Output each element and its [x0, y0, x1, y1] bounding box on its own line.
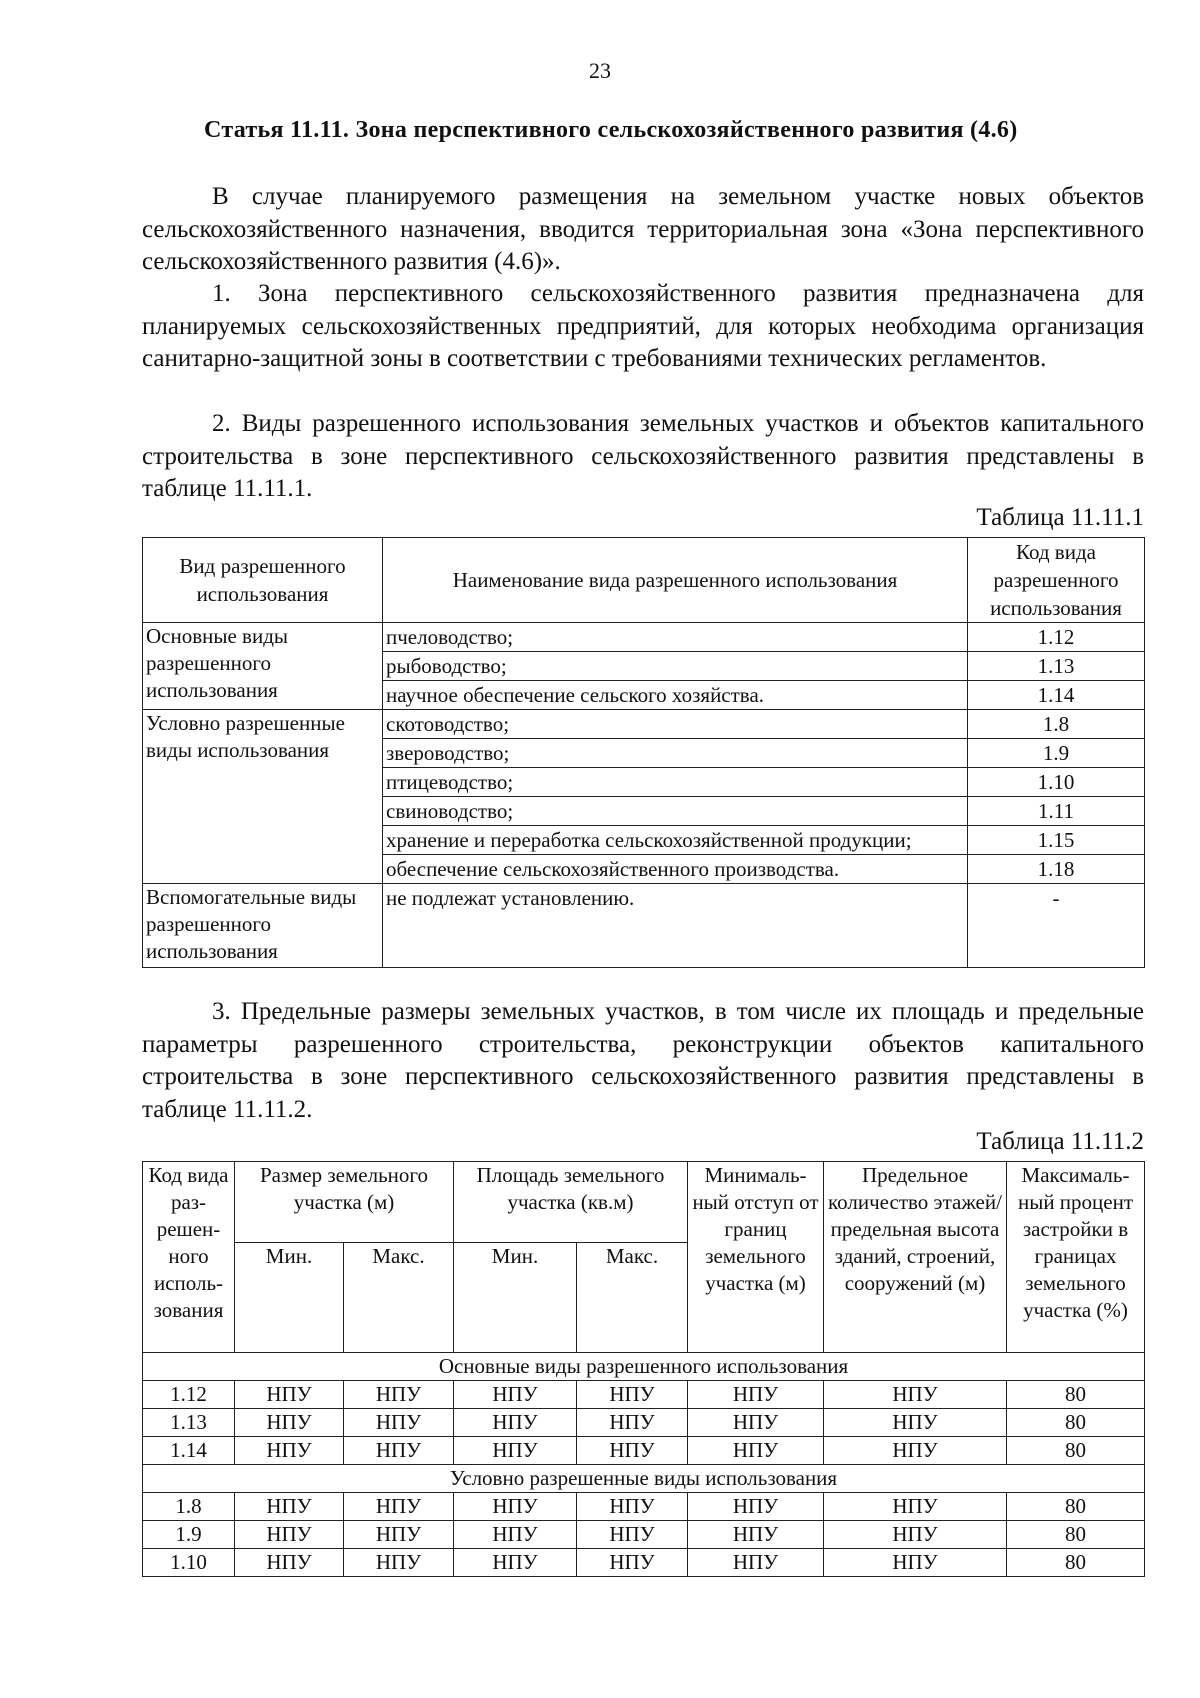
table-row	[143, 1409, 1145, 1437]
table2-cell: НПУ	[688, 1381, 824, 1409]
table2-section-title: Условно разрешенные виды использования	[143, 1465, 1145, 1493]
table2-cell: НПУ	[688, 1409, 824, 1437]
table1-use-name: рыбоводство;	[383, 652, 968, 681]
table1-use-name: не подлежат установлению.	[383, 884, 968, 968]
table2-cell-code: 1.8	[143, 1493, 235, 1521]
table1-group-label: Основные виды разрешенного использования	[143, 623, 383, 710]
parameters-table	[142, 1161, 1145, 1577]
table2-cell: НПУ	[577, 1521, 688, 1549]
table2-cell: НПУ	[824, 1493, 1007, 1521]
paragraph-1: 1. Зона перспективного сельскохозяйственного развития предназначена для планируемых сельскохозяйственных предприятий, для которых необходима организация санитарно-защитной зоны в соответствии с требованиями технических регламентов.	[142, 280, 1144, 372]
table-row	[143, 1549, 1145, 1577]
table2-cell-coverage: 80	[1007, 1409, 1145, 1437]
table1-use-name: научное обеспечение сельского хозяйства.	[383, 681, 968, 710]
table2-cell: НПУ	[235, 1437, 344, 1465]
table2-cell-coverage: 80	[1007, 1437, 1145, 1465]
table2-header-area-max: Макс.	[577, 1243, 688, 1353]
table-row	[143, 1437, 1145, 1465]
table2-section-title: Основные виды разрешенного использования	[143, 1353, 1145, 1381]
table1-use-code: 1.11	[968, 797, 1145, 826]
table2-cell: НПУ	[454, 1381, 577, 1409]
table2-cell-coverage: 80	[1007, 1521, 1145, 1549]
table2-cell: НПУ	[344, 1521, 454, 1549]
table2-cell-code: 1.12	[143, 1381, 235, 1409]
table2-header-setback: Минималь-ный отступ от границ земельного участка (м)	[688, 1162, 824, 1353]
table2-header-size-min: Мин.	[235, 1243, 344, 1353]
table2-cell: НПУ	[824, 1549, 1007, 1577]
table1-use-name: обеспечение сельскохозяйственного производства.	[383, 855, 968, 884]
table-row	[143, 1493, 1145, 1521]
paragraph-2: 2. Виды разрешенного использования земельных участков и объектов капитального строительства в зоне перспективного сельскохозяйственного развития представлены в таблице 11.11.1.	[142, 410, 1144, 502]
table2-cell: НПУ	[824, 1437, 1007, 1465]
table-row	[143, 1381, 1145, 1409]
table2-cell-coverage: 80	[1007, 1381, 1145, 1409]
table2-cell: НПУ	[688, 1493, 824, 1521]
table1-use-code: 1.8	[968, 710, 1145, 739]
table2-cell: НПУ	[454, 1521, 577, 1549]
table2-cell-coverage: 80	[1007, 1549, 1145, 1577]
table2-header-plot-area: Площадь земельного участка (кв.м)	[454, 1162, 688, 1243]
table2-cell: НПУ	[344, 1381, 454, 1409]
table2-cell: НПУ	[577, 1437, 688, 1465]
table1-use-code: 1.13	[968, 652, 1145, 681]
table1-header-use-name: Наименование вида разрешенного использования	[383, 538, 968, 623]
table1-group-label: Вспомогательные виды разрешенного использования	[143, 884, 383, 968]
table1-use-code: 1.12	[968, 623, 1145, 652]
table2-cell-code: 1.9	[143, 1521, 235, 1549]
table1-use-code: 1.18	[968, 855, 1145, 884]
table1-use-code: -	[968, 884, 1145, 968]
table2-cell: НПУ	[454, 1549, 577, 1577]
table2-cell: НПУ	[344, 1493, 454, 1521]
intro-paragraph: В случае планируемого размещения на земельном участке новых объектов сельскохозяйственного назначения, вводится территориальная зона «Зона перспективного сельскохозяйственного развития (4.6)».	[142, 183, 1144, 275]
table2-cell-code: 1.14	[143, 1437, 235, 1465]
table2-cell: НПУ	[344, 1549, 454, 1577]
table-row	[143, 1521, 1145, 1549]
table2-cell: НПУ	[688, 1521, 824, 1549]
table1-header-use-code: Код вида разрешенного использования	[968, 538, 1145, 623]
permitted-use-table	[142, 537, 1145, 968]
table1-use-name: звероводство;	[383, 739, 968, 768]
table2-cell: НПУ	[235, 1549, 344, 1577]
table2-cell: НПУ	[454, 1409, 577, 1437]
table2-header-floors: Предельное количество этажей/ предельная высота зданий, строений, сооружений (м)	[824, 1162, 1007, 1353]
table2-cell: НПУ	[577, 1381, 688, 1409]
table2-cell: НПУ	[235, 1409, 344, 1437]
table1-use-name: птицеводство;	[383, 768, 968, 797]
table1-use-name: хранение и переработка сельскохозяйственной продукции;	[383, 826, 968, 855]
table2-cell: НПУ	[454, 1437, 577, 1465]
table2-header-code: Код вида раз-решен-ного исполь-зования	[143, 1162, 235, 1353]
table2-header-area-min: Мин.	[454, 1243, 577, 1353]
table1-use-code: 1.15	[968, 826, 1145, 855]
table2-cell: НПУ	[824, 1521, 1007, 1549]
article-heading: Статья 11.11. Зона перспективного сельскохозяйственного развития (4.6)	[204, 117, 1018, 143]
table1-use-name: пчеловодство;	[383, 623, 968, 652]
table1-use-code: 1.10	[968, 768, 1145, 797]
table2-cell: НПУ	[344, 1437, 454, 1465]
table2-caption: Таблица 11.11.2	[976, 1128, 1144, 1155]
paragraph-3: 3. Предельные размеры земельных участков, в том числе их площадь и предельные параметры разрешенного строительства, реконструкции объектов капитального строительства в зоне перспективного сельскохозяйственного развития представлены в таблице 11.11.2.	[142, 998, 1144, 1123]
table2-cell-code: 1.13	[143, 1409, 235, 1437]
table2-cell: НПУ	[454, 1493, 577, 1521]
table2-cell: НПУ	[577, 1549, 688, 1577]
table2-cell: НПУ	[688, 1549, 824, 1577]
page-number: 23	[589, 58, 611, 83]
table1-caption: Таблица 11.11.1	[976, 504, 1144, 531]
table2-header-plot-size: Размер земельного участка (м)	[235, 1162, 454, 1243]
table1-group-label: Условно разрешенные виды использования	[143, 710, 383, 884]
table2-cell: НПУ	[577, 1409, 688, 1437]
table2-cell-coverage: 80	[1007, 1493, 1145, 1521]
table2-cell: НПУ	[235, 1381, 344, 1409]
table1-use-name: свиноводство;	[383, 797, 968, 826]
table1-use-name: скотоводство;	[383, 710, 968, 739]
table2-cell: НПУ	[344, 1409, 454, 1437]
table1-use-code: 1.9	[968, 739, 1145, 768]
table2-cell: НПУ	[235, 1521, 344, 1549]
table2-header-size-max: Макс.	[344, 1243, 454, 1353]
table2-cell: НПУ	[235, 1493, 344, 1521]
table2-cell-code: 1.10	[143, 1549, 235, 1577]
table2-cell: НПУ	[824, 1409, 1007, 1437]
table2-cell: НПУ	[824, 1381, 1007, 1409]
table1-header-use-type: Вид разрешенного использования	[143, 538, 383, 623]
table2-header-coverage: Максималь-ный процент застройки в границах земельного участка (%)	[1007, 1162, 1145, 1353]
table2-cell: НПУ	[688, 1437, 824, 1465]
table1-use-code: 1.14	[968, 681, 1145, 710]
table2-cell: НПУ	[577, 1493, 688, 1521]
